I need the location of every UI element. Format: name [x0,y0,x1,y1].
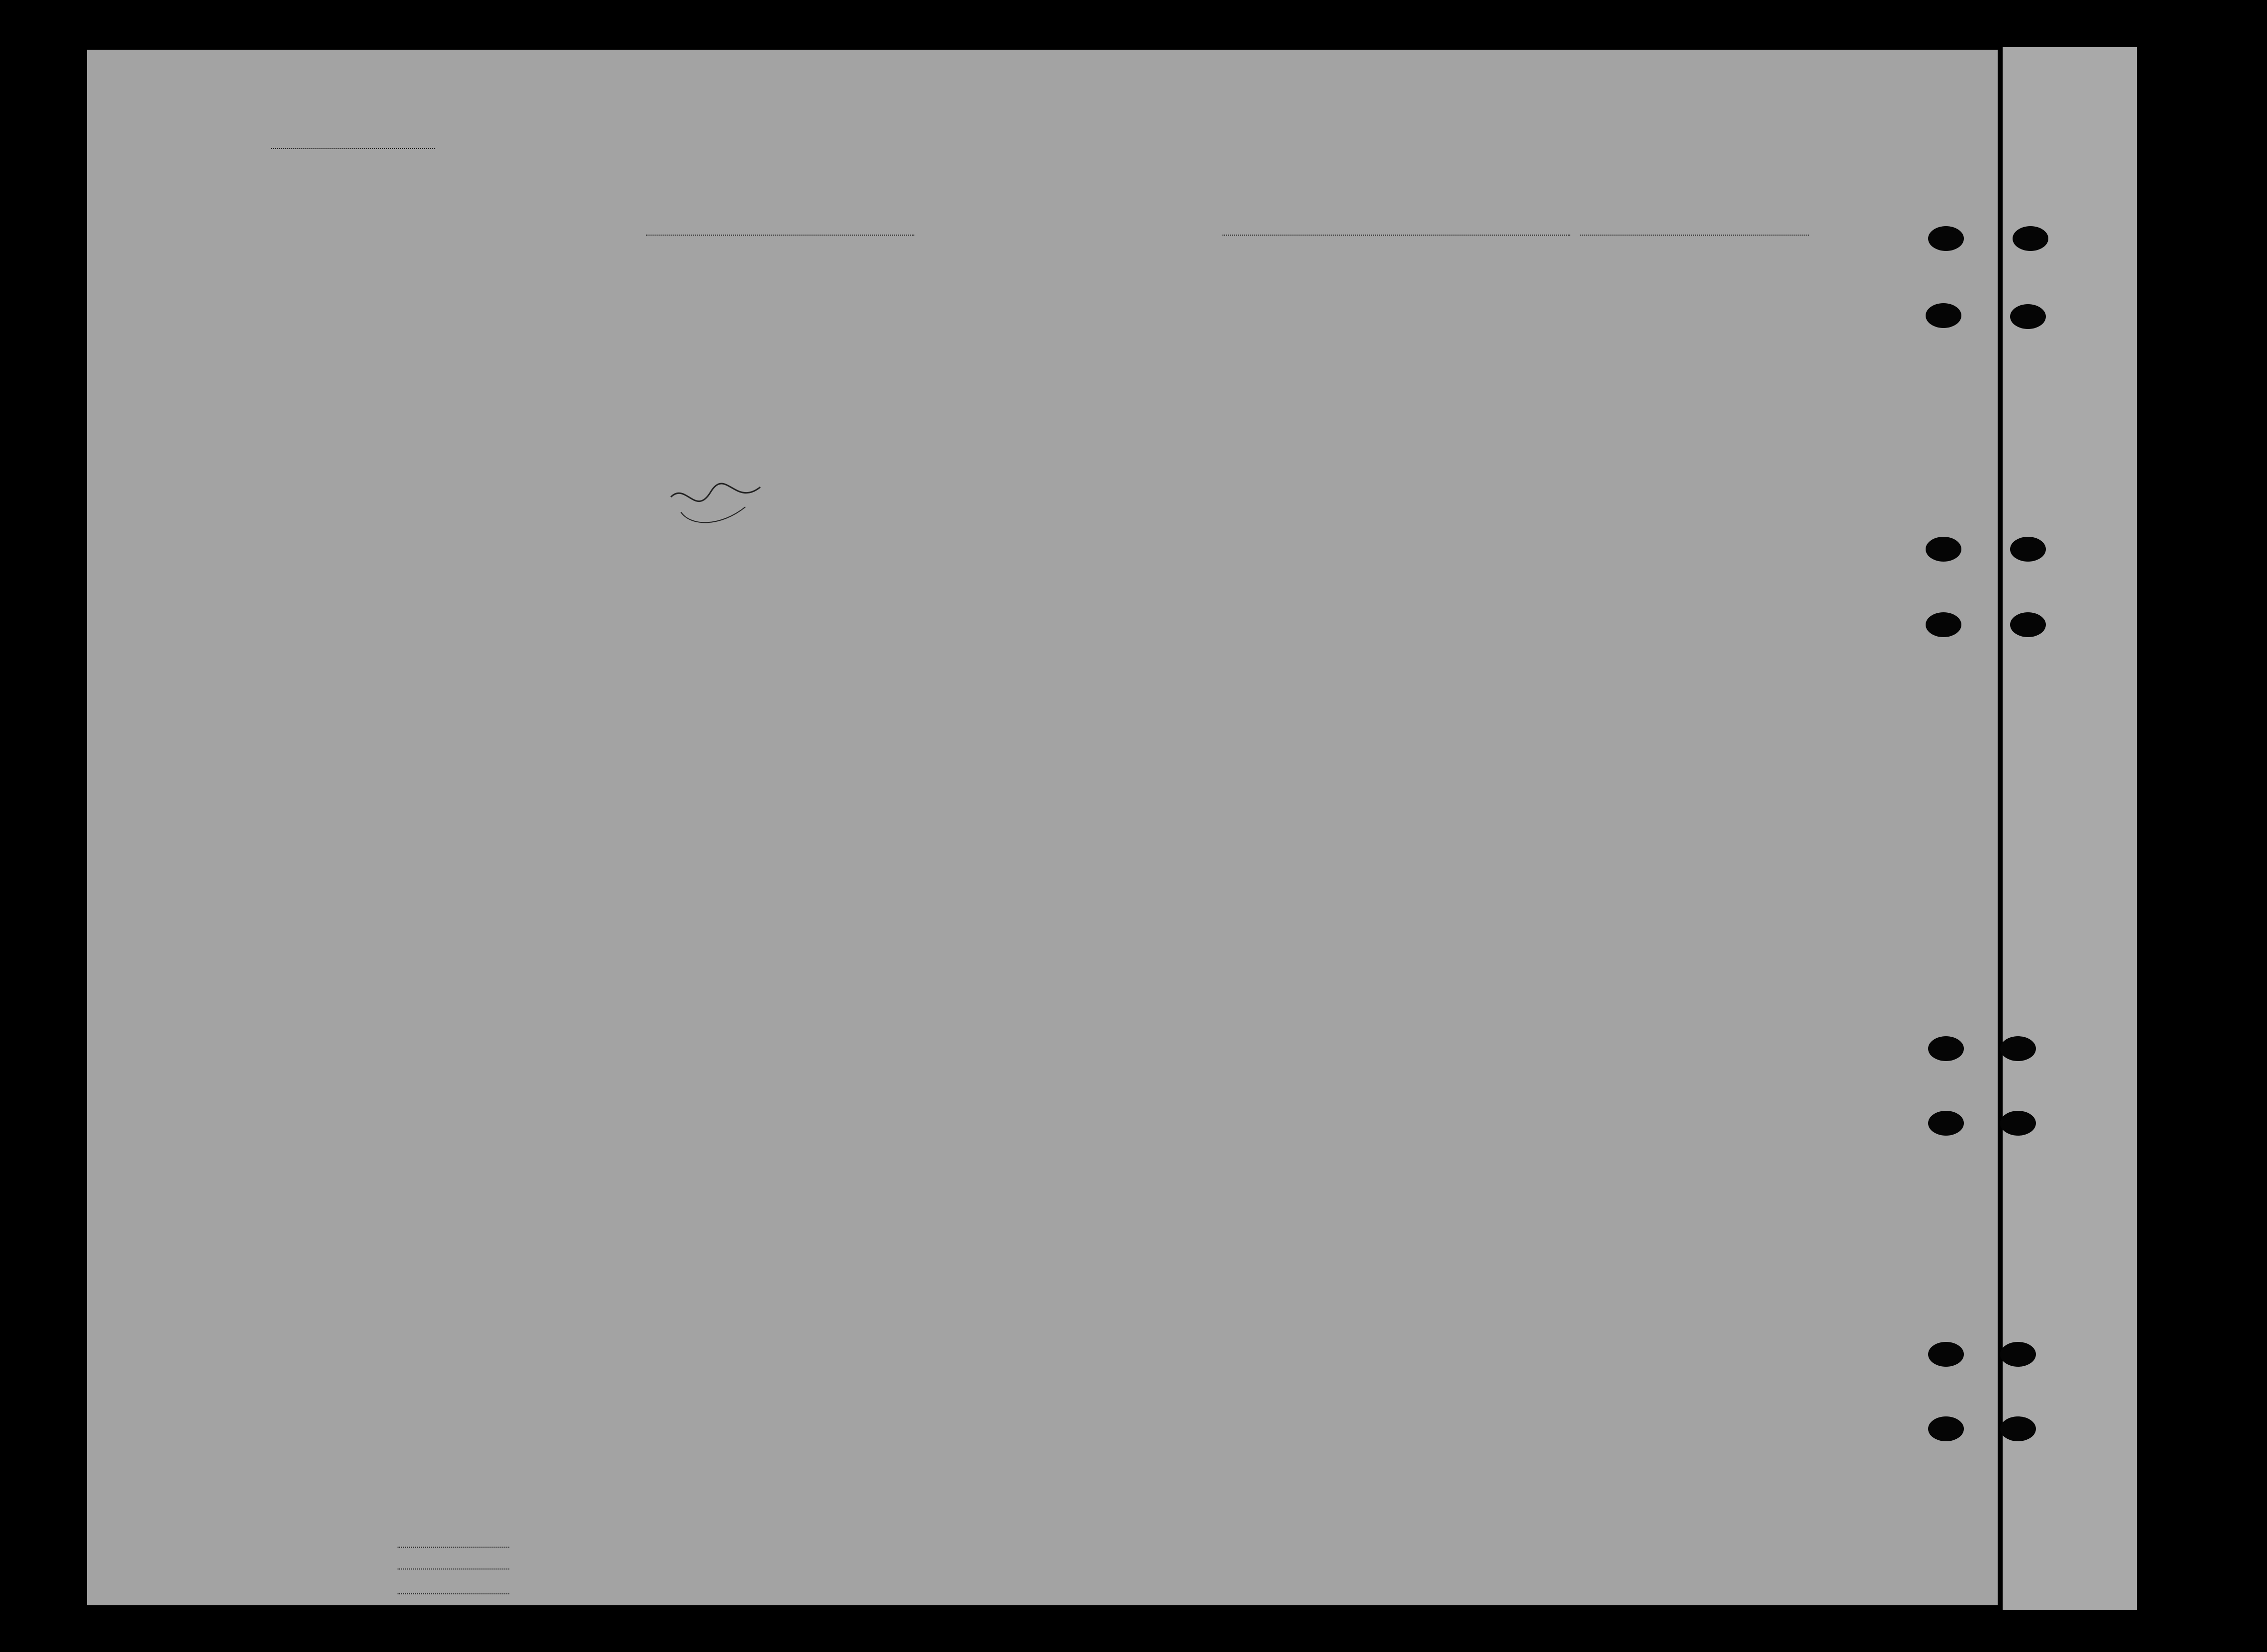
binder-hole [2000,1342,2036,1367]
binder-hole [2000,1111,2036,1136]
binder-hole [1928,1036,1964,1061]
binder-hole [1926,537,1961,562]
binder-hole [1926,303,1961,328]
binder-hole [1928,1342,1964,1367]
binder-hole [1928,226,1964,251]
binder-hole [1926,612,1961,637]
port-underline [1222,235,1570,236]
binder-hole [2013,226,2048,251]
binder-hole [2010,612,2046,637]
ship-underline [646,235,914,236]
binder-hole [1928,1111,1964,1136]
binder-hole [2010,537,2046,562]
binder-hole [2000,1036,2036,1061]
total-underline [398,1547,509,1548]
date-underline [1580,235,1809,236]
binder-hole [2000,1416,2036,1441]
binder-hole [2010,304,2046,329]
binder-hole [1928,1416,1964,1441]
inspector-signature [666,477,765,532]
list-underline [271,148,435,149]
aliens-underline [398,1593,509,1594]
